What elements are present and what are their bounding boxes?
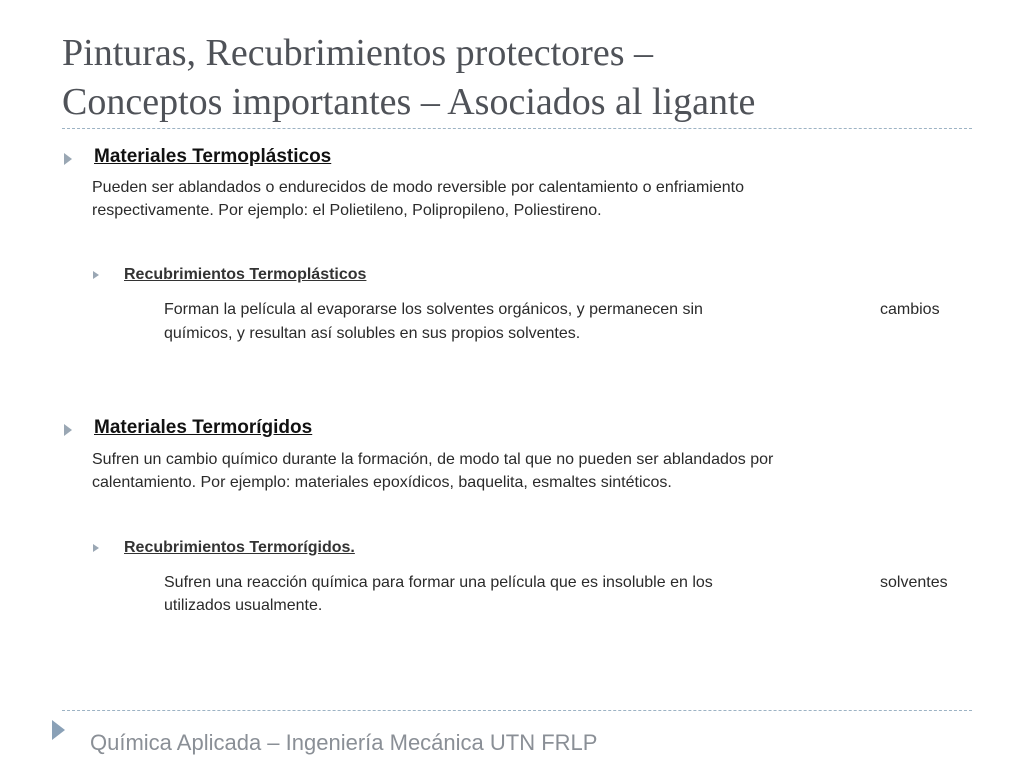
description-line: Sufren un cambio químico durante la formación, de modo tal que no pueden ser ablandados por bbox=[92, 451, 774, 468]
subsection-text-line: químicos, y resultan así solubles en sus propios solventes. bbox=[164, 325, 581, 342]
title-line-1: Pinturas, Recubrimientos protectores – bbox=[62, 32, 653, 74]
description-line: calentamiento. Por ejemplo: materiales epoxídicos, baquelita, esmaltes sintéticos. bbox=[92, 474, 672, 491]
subsection-text-word: solventes bbox=[880, 574, 948, 591]
title-divider bbox=[62, 128, 972, 129]
subsection-text-word: cambios bbox=[880, 301, 940, 318]
section-heading-termorigidos: Materiales Termorígidos bbox=[94, 417, 313, 438]
description-line: Pueden ser ablandados o endurecidos de modo reversible por calentamiento o enfriamiento bbox=[92, 179, 744, 196]
footer-triangle-icon bbox=[52, 720, 65, 740]
sub-bullet-arrow-icon bbox=[93, 544, 99, 552]
bullet-arrow-icon bbox=[64, 424, 72, 436]
sub-bullet-arrow-icon bbox=[93, 271, 99, 279]
title-line-2: Conceptos importantes – Asociados al ligante bbox=[62, 81, 756, 123]
subsection-heading-recubrimientos-termorigidos: Recubrimientos Termorígidos. bbox=[124, 539, 355, 556]
footer-text: Química Aplicada – Ingeniería Mecánica UTN FRLP bbox=[90, 730, 598, 755]
footer-divider bbox=[62, 710, 972, 711]
description-line: respectivamente. Por ejemplo: el Polietileno, Polipropileno, Poliestireno. bbox=[92, 202, 602, 219]
subsection-heading-recubrimientos-termoplasticos: Recubrimientos Termoplásticos bbox=[124, 266, 367, 283]
subsection-text-line: utilizados usualmente. bbox=[164, 597, 323, 614]
section-heading-termoplasticos: Materiales Termoplásticos bbox=[94, 146, 332, 167]
bullet-arrow-icon bbox=[64, 153, 72, 165]
subsection-text-line: Forman la película al evaporarse los solventes orgánicos, y permanecen sin bbox=[164, 301, 703, 318]
subsection-text-line: Sufren una reacción química para formar una película que es insoluble en los bbox=[164, 574, 713, 591]
